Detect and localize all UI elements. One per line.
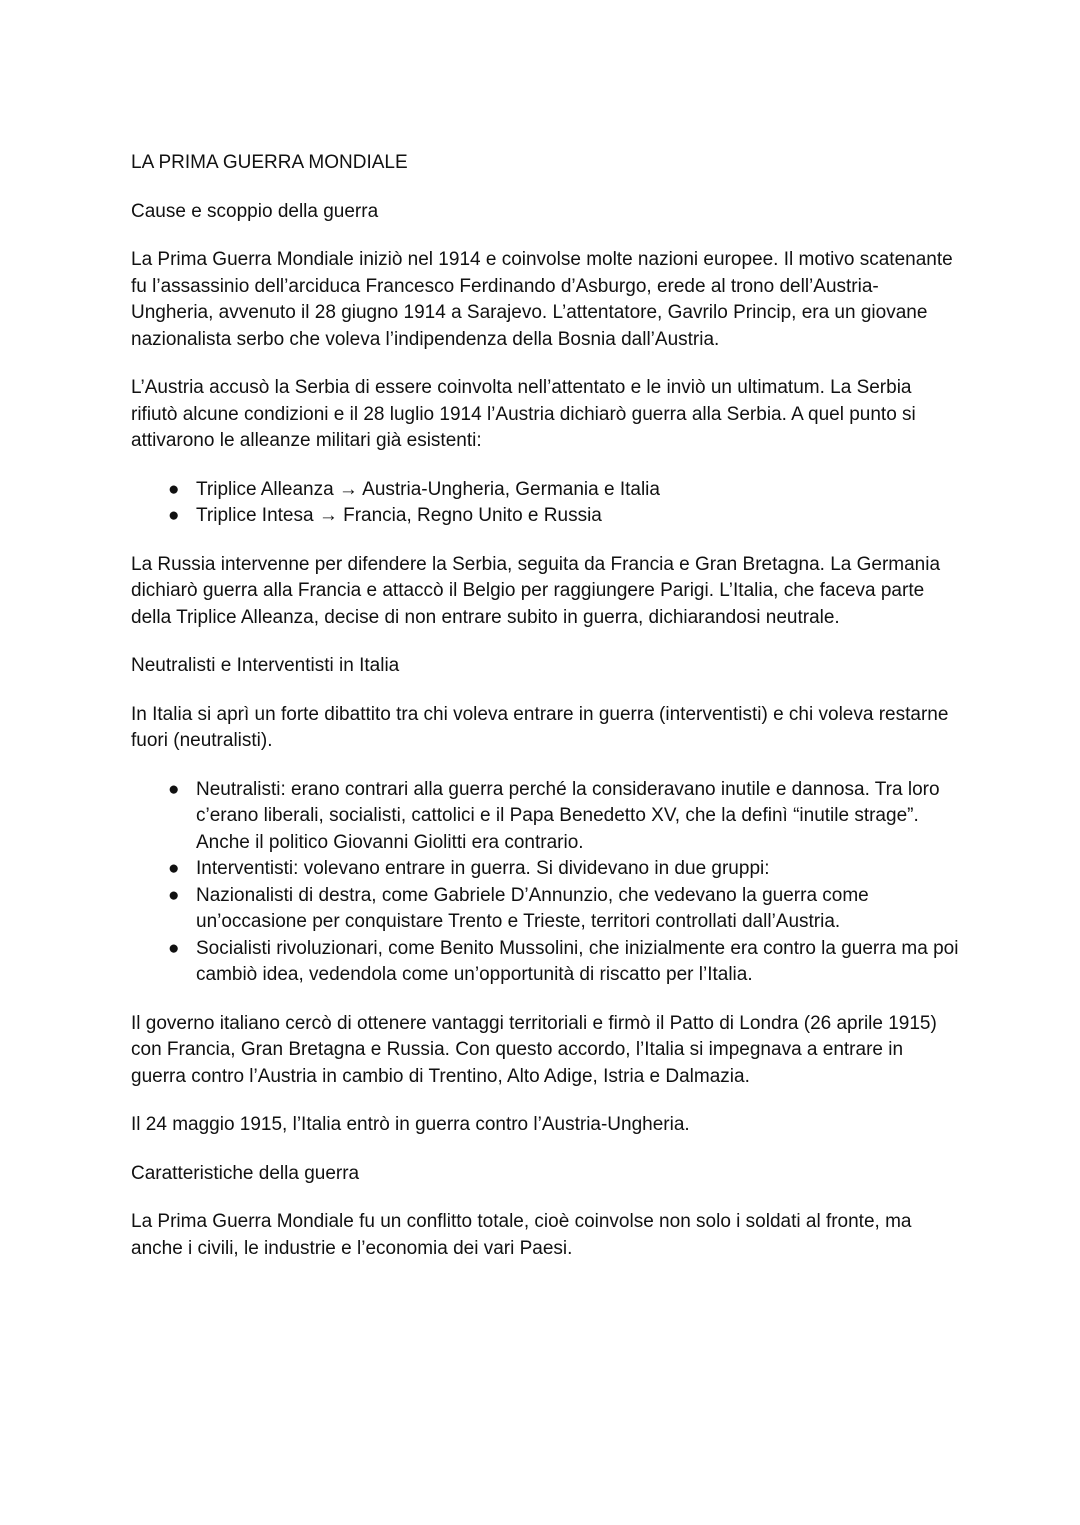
list-item-text: Interventisti: volevano entrare in guerra. Si dividevano in due gruppi: xyxy=(196,858,770,879)
document-title: LA PRIMA GUERRA MONDIALE xyxy=(131,152,408,173)
alliances-list xyxy=(131,477,961,530)
bullet-icon: ● xyxy=(168,778,180,800)
factions-list xyxy=(131,777,961,989)
paragraph-cause-2: L’Austria accusò la Serbia di essere coinvolta nell’attentato e le inviò un ultimatum. La Serbia rifiutò alcune condizioni e il 28 luglio 1914 l’Austria dichiarò guerra alla Serbia. A quel punto si attivarono le alleanze militari già esistenti: xyxy=(131,377,916,451)
document-page xyxy=(131,150,961,1284)
section-heading-caratteristiche: Caratteristiche della guerra xyxy=(131,1162,360,1184)
list-item xyxy=(131,936,961,989)
list-item-text: Neutralisti: erano contrari alla guerra perché la consideravano inutile e dannosa. Tra loro c’erano liberali, socialisti, cattolici e il Papa Benedetto XV, che la definì “inutile strage”. Anche il politico Giovanni Giolitti era contrario. xyxy=(196,778,940,853)
bullet-icon: ● xyxy=(168,884,180,906)
bullet-icon: ● xyxy=(168,937,180,959)
list-item xyxy=(131,856,961,883)
list-item xyxy=(131,883,961,936)
section-heading-neutralisti: Neutralisti e Interventisti in Italia xyxy=(131,655,400,676)
paragraph-neutralisti-2: Il governo italiano cercò di ottenere vantaggi territoriali e firmò il Patto di Londra (26 aprile 1915) con Francia, Gran Bretagna e Russia. Con questo accordo, l’Italia si impegnava a entrare in guerra contro l’Austria in cambio di Trentino, Alto Adige, Istria e Dalmazia. xyxy=(131,1012,937,1087)
bullet-icon: ● xyxy=(168,505,180,526)
list-item-text: Triplice Alleanza → Austria-Ungheria, Germania e Italia xyxy=(196,478,660,500)
list-item-text: Socialisti rivoluzionari, come Benito Mussolini, che inizialmente era contro la guerra ma poi cambiò idea, vedendola come un’opportunità di riscatto per l’Italia. xyxy=(196,937,959,985)
list-item xyxy=(131,503,961,530)
paragraph-caratteristiche-1: La Prima Guerra Mondiale fu un conflitto totale, cioè coinvolse non solo i soldati al fronte, ma anche i civili, le industrie e l’economia dei vari Paesi. xyxy=(131,1211,912,1259)
paragraph-neutralisti-3: Il 24 maggio 1915, l’Italia entrò in guerra contro l’Austria-Ungheria. xyxy=(131,1114,690,1135)
section-heading-cause: Cause e scoppio della guerra xyxy=(131,200,379,222)
list-item xyxy=(131,777,961,857)
paragraph-cause-3: La Russia intervenne per difendere la Serbia, seguita da Francia e Gran Bretagna. La Germania dichiarò guerra alla Francia e attaccò il Belgio per raggiungere Parigi. L’Italia, che faceva parte della Triplice Alleanza, decise di non entrare subito in guerra, dichiarandosi neutrale. xyxy=(131,553,941,628)
paragraph-cause-1: La Prima Guerra Mondiale iniziò nel 1914 e coinvolse molte nazioni europee. Il motivo scatenante fu l’assassinio dell’arciduca Francesco Ferdinando d’Asburgo, erede al trono dell’Austria-Ungheria, avvenuto il 28 giugno 1914 a Sarajevo. L’attentatore, Gavrilo Princip, era un giovane nazionalista serbo che voleva l’indipendenza della Bosnia dall’Austria. xyxy=(131,249,953,350)
paragraph-neutralisti-1: In Italia si aprì un forte dibattito tra chi voleva entrare in guerra (interventisti) e chi voleva restarne fuori (neutralisti). xyxy=(131,703,949,751)
list-item-text: Triplice Intesa → Francia, Regno Unito e Russia xyxy=(196,505,602,526)
list-item-text: Nazionalisti di destra, come Gabriele D’Annunzio, che vedevano la guerra come un’occasione per conquistare Trento e Trieste, territori controllati dall’Austria. xyxy=(196,884,869,932)
list-item xyxy=(131,477,961,504)
bullet-icon: ● xyxy=(168,858,180,879)
bullet-icon: ● xyxy=(168,478,180,500)
